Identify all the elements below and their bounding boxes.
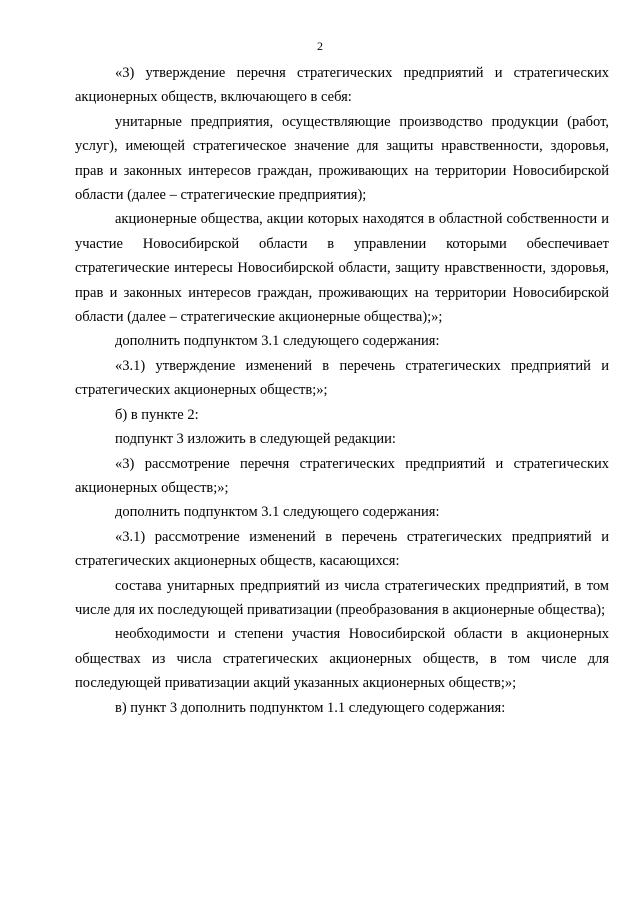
paragraph: «3.1) утверждение изменений в перечень стратегических предприятий и стратегических акционерных обществ;»; (75, 357, 609, 399)
paragraph: состава унитарных предприятий из числа стратегических предприятий, в том числе для их последующей приватизации (преобразования в акционерные общества); (75, 577, 609, 618)
document-body (75, 61, 609, 720)
paragraph: подпункт 3 изложить в следующей редакции: (115, 431, 396, 448)
paragraph: дополнить подпунктом 3.1 следующего содержания: (115, 504, 440, 521)
paragraph: «3) утверждение перечня стратегических предприятий и стратегических акционерных обществ, включающего в себя: (75, 65, 609, 106)
paragraph: б) в пункте 2: (115, 406, 199, 423)
paragraph: «3) рассмотрение перечня стратегических предприятий и стратегических акционерных обществ;»; (75, 455, 609, 496)
paragraph: дополнить подпунктом 3.1 следующего содержания: (115, 333, 440, 350)
paragraph: «3.1) рассмотрение изменений в перечень стратегических предприятий и стратегических акционерных обществ, касающихся: (75, 528, 609, 570)
paragraph: необходимости и степени участия Новосибирской области в акционерных обществах из числа стратегических акционерных обществ, в том числе для последующей приватизации акций указанных акционерных обществ;»; (75, 626, 609, 692)
page-number: 2 (317, 39, 323, 53)
paragraph: акционерные общества, акции которых находятся в областной собственности и участие Новосибирской области в управлении которыми обеспечивает стратегические интересы Новосибирской области, защиту нравственности, здоровья, прав и законных интересов граждан, проживающих на территории Новосибирской области (далее – стратегические акционерные общества);»; (75, 211, 609, 326)
paragraph: унитарные предприятия, осуществляющие производство продукции (работ, услуг), имеющей стратегическое значение для защиты нравственности, здоровья, прав и законных интересов граждан, проживающих на территории Новосибирской области (далее – стратегические предприятия); (75, 113, 609, 204)
paragraph: в) пункт 3 дополнить подпунктом 1.1 следующего содержания: (115, 699, 506, 716)
